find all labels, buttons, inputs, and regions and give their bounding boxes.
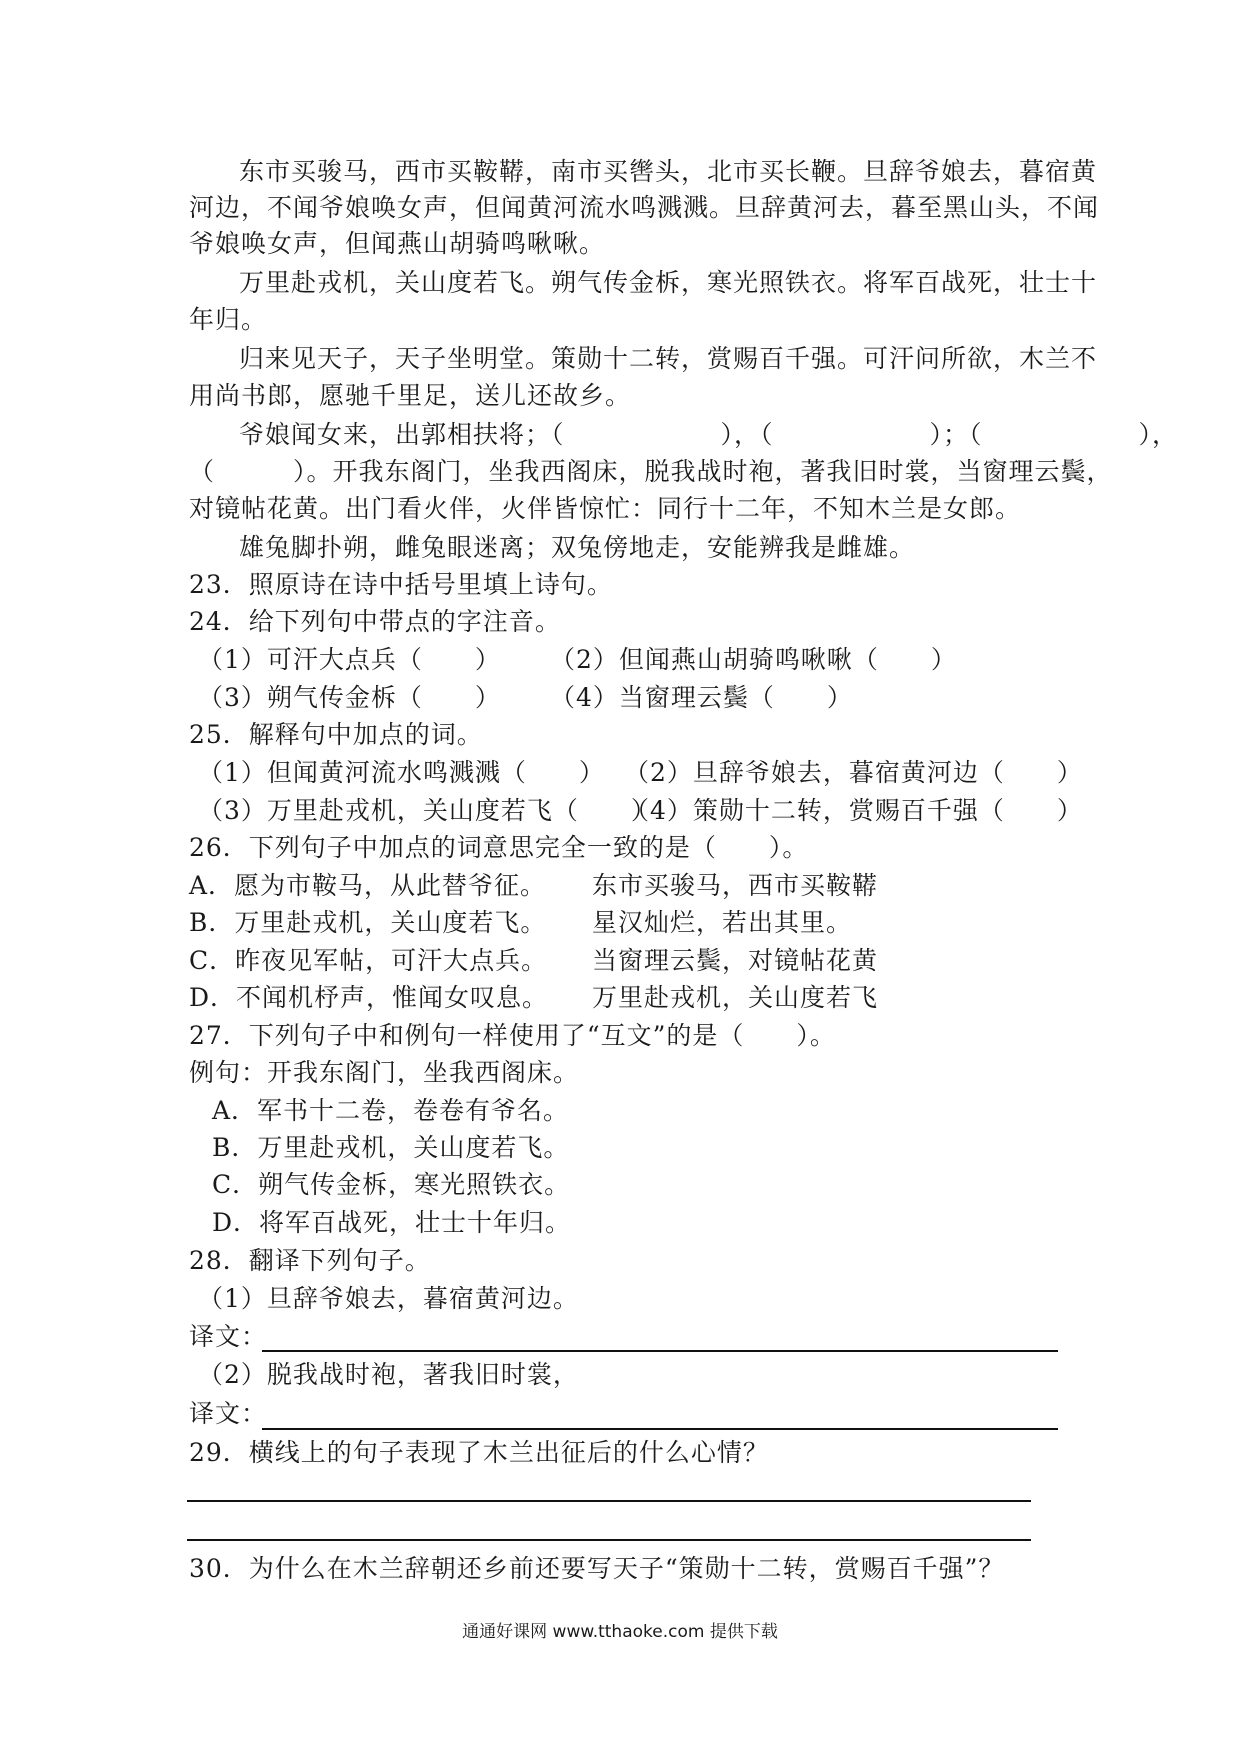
poem-line: 东市买骏马，西市买鞍鞯，南市买辔头，北市买长鞭。旦辞爷娘去，暮宿黄 <box>239 157 1098 186</box>
question-25-item-3: （3）万里赴戎机，关山度若飞（ ） <box>198 796 657 825</box>
answer-line-29-2[interactable] <box>187 1539 1031 1541</box>
poem-line: 用尚书郎，愿驰千里足，送儿还故乡。 <box>189 381 632 410</box>
question-27-example: 例句：开我东阁门，坐我西阁床。 <box>189 1058 580 1087</box>
poem-line: 年归。 <box>189 305 268 334</box>
question-28-sentence-1: （1）旦辞爷娘去，暮宿黄河边。 <box>198 1284 579 1313</box>
translation-answer-line-1[interactable] <box>262 1350 1058 1352</box>
question-28-sentence-2: （2）脱我战时袍，著我旧时裳， <box>198 1360 579 1389</box>
translation-answer-line-2[interactable] <box>262 1428 1058 1430</box>
question-27-option-d: D．将军百战死，壮士十年归。 <box>212 1208 572 1237</box>
question-26-option-b-compare: 星汉灿烂，若出其里。 <box>592 908 853 937</box>
answer-line-29-1[interactable] <box>187 1500 1031 1502</box>
poem-line: 万里赴戎机，关山度若飞。朔气传金柝，寒光照铁衣。将军百战死，壮士十 <box>239 268 1098 297</box>
question-26-option-b: B．万里赴戎机，关山度若飞。 <box>189 908 547 937</box>
question-25-item-1: （1）但闻黄河流水鸣溅溅（ ） <box>198 758 605 787</box>
question-24-title: 24．给下列句中带点的字注音。 <box>189 607 561 636</box>
question-24-item-3: （3）朔气传金柝（ ） <box>198 683 501 712</box>
question-26-title: 26．下列句子中加点的词意思完全一致的是（ ）。 <box>189 833 809 862</box>
question-23: 23．照原诗在诗中括号里填上诗句。 <box>189 570 613 599</box>
question-26-option-d: D．不闻机杼声，惟闻女叹息。 <box>189 983 549 1012</box>
poem-line: 爷娘唤女声，但闻燕山胡骑鸣啾啾。 <box>189 229 606 258</box>
question-24-item-4: （4）当窗理云鬓（ ） <box>550 683 853 712</box>
question-28-title: 28．翻译下列句子。 <box>189 1246 431 1275</box>
poem-line: 河边，不闻爷娘唤女声，但闻黄河流水鸣溅溅。旦辞黄河去，暮至黑山头，不闻 <box>189 193 1100 222</box>
question-26-option-d-compare: 万里赴戎机，关山度若飞 <box>592 983 879 1012</box>
poem-line: 对镜帖花黄。出门看火伴，火伴皆惊忙：同行十二年，不知木兰是女郎。 <box>189 494 1022 523</box>
question-26-option-a: A．愿为市鞍马，从此替爷征。 <box>189 871 547 900</box>
question-26-option-c: C．昨夜见军帖，可汗大点兵。 <box>189 946 548 975</box>
question-25-item-2: （2）旦辞爷娘去，暮宿黄河边（ ） <box>624 758 1083 787</box>
question-26-option-a-compare: 东市买骏马，西市买鞍鞯 <box>592 871 879 900</box>
question-29: 29．横线上的句子表现了木兰出征后的什么心情？ <box>189 1438 769 1467</box>
footer-credit: 通通好课网 www.tthaoke.com 提供下载 <box>462 1622 778 1642</box>
question-27-option-a: A．军书十二卷，卷卷有爷名。 <box>212 1096 570 1125</box>
translation-label-1: 译文： <box>189 1322 268 1351</box>
question-27-option-c: C．朔气传金柝，寒光照铁衣。 <box>212 1170 571 1199</box>
poem-line: 归来见天子，天子坐明堂。策勋十二转，赏赐百千强。可汗问所欲，木兰不 <box>239 344 1098 373</box>
question-30: 30．为什么在木兰辞朝还乡前还要写天子“策勋十二转，赏赐百千强”？ <box>189 1554 1005 1583</box>
poem-line: （ ）。开我东阁门，坐我西阁床，脱我战时袍，著我旧时裳，当窗理云鬓， <box>189 457 1113 486</box>
question-26-option-c-compare: 当窗理云鬓，对镜帖花黄 <box>592 946 879 975</box>
question-24-item-2: （2）但闻燕山胡骑鸣啾啾（ ） <box>550 645 957 674</box>
poem-line: 雄兔脚扑朔，雌兔眼迷离；双兔傍地走，安能辨我是雌雄。 <box>239 533 916 562</box>
translation-label-2: 译文： <box>189 1399 268 1428</box>
question-27-option-b: B．万里赴戎机，关山度若飞。 <box>212 1133 570 1162</box>
question-25-title: 25．解释句中加点的词。 <box>189 720 483 749</box>
question-27-title: 27．下列句子中和例句一样使用了“互文”的是（ ）。 <box>189 1021 836 1050</box>
poem-line-with-blanks: 爷娘闻女来，出郭相扶将；（ ），（ ）；（ ）， <box>239 420 1179 449</box>
question-24-item-1: （1）可汗大点兵（ ） <box>198 645 501 674</box>
question-25-item-4: （4）策勋十二转，赏赐百千强（ ） <box>624 796 1083 825</box>
